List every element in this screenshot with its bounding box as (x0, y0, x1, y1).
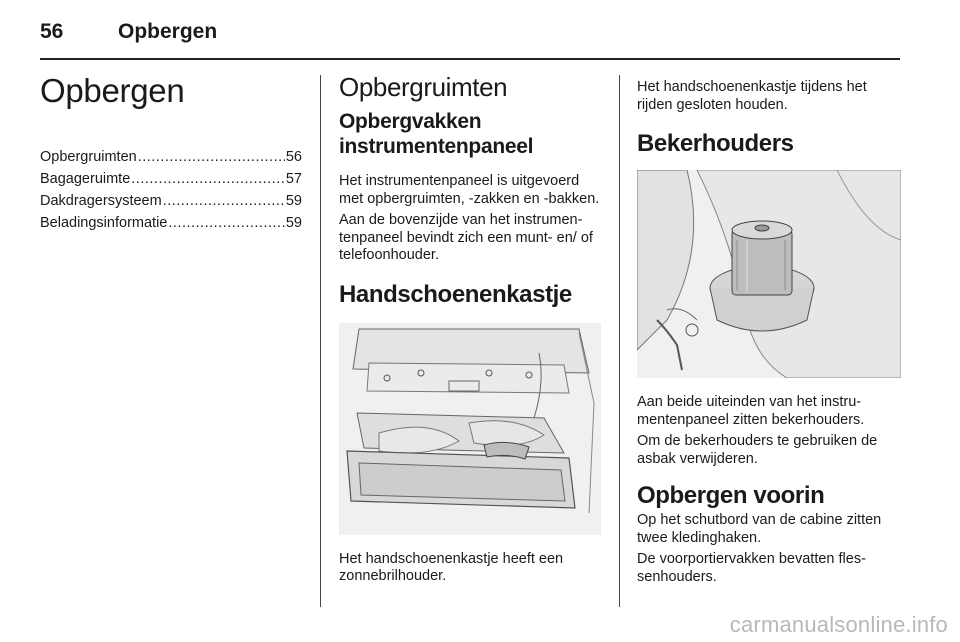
paragraph-munthouder: Aan de bovenzijde van het instrumen- tenpaneel bevindt zich een munt- en/ of telefoonhouder. (339, 212, 593, 263)
subsection-title-handschoenenkastje: Handschoenenkastje (339, 280, 572, 308)
section-title: Opbergruimten (339, 72, 508, 102)
toc-page: 59 (285, 215, 302, 231)
paragraph-flessenhouders: De voorportiervakken bevatten fles- senhouders. (637, 551, 866, 585)
toc-entry-dakdragersysteem[interactable] (40, 190, 302, 212)
cupholder-illustration (637, 170, 901, 378)
glovebox-drawing (339, 323, 601, 535)
toc-label: Dakdragersysteem (40, 193, 162, 209)
subsection-title-instrumentenpaneel: Opbergvakken instrumentenpaneel (339, 110, 534, 158)
toc-leader (163, 190, 285, 212)
toc-leader (138, 146, 285, 168)
chapter-title: Opbergen (40, 72, 185, 109)
toc-leader (168, 212, 285, 234)
header-rule (40, 58, 900, 60)
paragraph-instrumentenpaneel: Het instrumentenpaneel is uitgevoerd met opbergruimten, -zakken en -bakken. (339, 173, 600, 207)
toc-entry-beladingsinformatie[interactable] (40, 212, 302, 234)
toc-page: 57 (285, 171, 302, 187)
watermark: carmanualsonline.info (729, 612, 948, 637)
right-column (637, 72, 901, 590)
paragraph-cupholders-location: Aan beide uiteinden van het instru- mentenpaneel zitten bekerhouders. (637, 394, 865, 428)
table-of-contents (40, 146, 302, 234)
toc-page: 56 (285, 149, 302, 165)
paragraph-glovebox-closed: Het handschoenenkastje tijdens het rijden gesloten houden. (637, 79, 867, 113)
column-divider-right (619, 75, 620, 607)
running-head: Opbergen (118, 20, 218, 43)
glovebox-illustration (339, 323, 601, 535)
toc-label: Bagageruimte (40, 171, 131, 187)
subsection-title-bekerhouders: Bekerhouders (637, 130, 794, 157)
glovebox-caption: Het handschoenenkastje heeft een zonnebrilhouder. (339, 550, 564, 584)
toc-leader (131, 168, 285, 190)
paragraph-kledinghaken: Op het schutbord van de cabine zitten twee kledinghaken. (637, 512, 882, 546)
cupholder-drawing (637, 170, 901, 378)
column-divider-left (320, 75, 321, 607)
toc-entry-bagageruimte[interactable] (40, 168, 302, 190)
middle-column (339, 72, 601, 590)
toc-page: 59 (285, 193, 302, 209)
subsection-title-opbergen-voorin: Opbergen voorin (637, 482, 825, 509)
toc-label: Opbergruimten (40, 149, 137, 165)
page-number: 56 (40, 20, 64, 43)
toc-entry-opbergruimten[interactable] (40, 146, 302, 168)
chapter-column (40, 72, 302, 234)
paragraph-cupholders-usage: Om de bekerhouders te gebruiken de asbak verwijderen. (637, 433, 878, 467)
toc-label: Beladingsinformatie (40, 215, 168, 231)
